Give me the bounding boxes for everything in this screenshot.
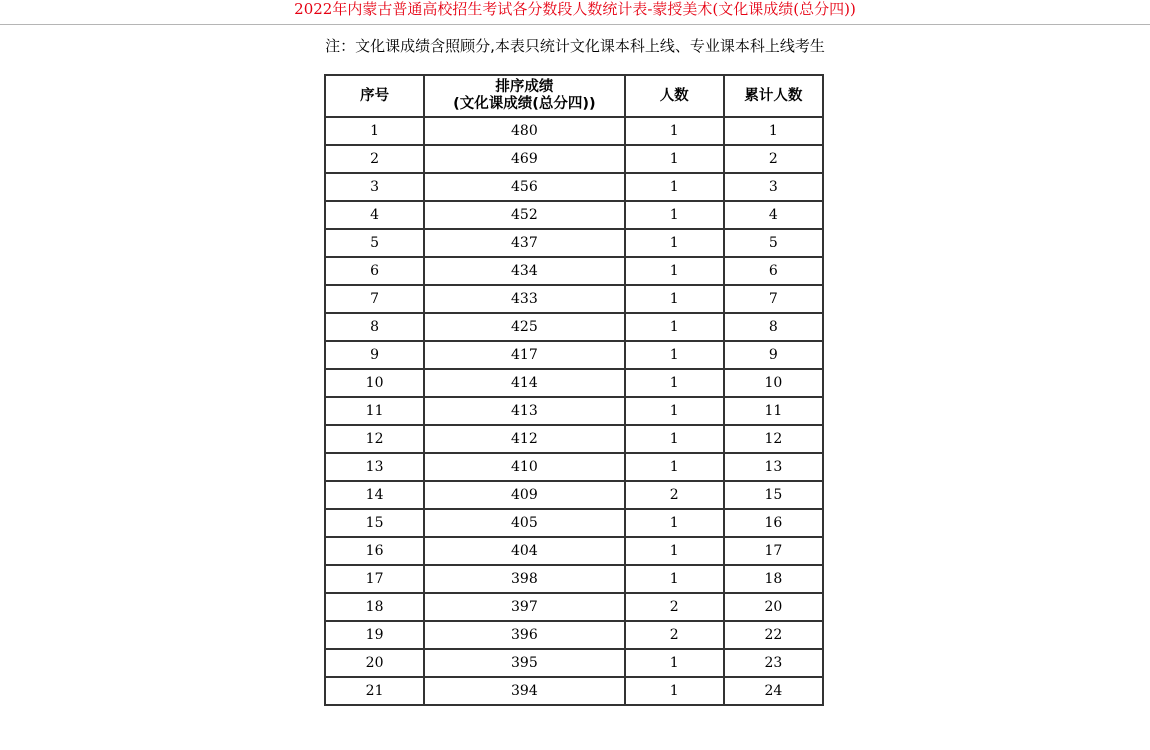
cell-count: 2 [625,593,724,621]
page-title: 2022年内蒙古普通高校招生考试各分数段人数统计表-蒙授美术(文化课成绩(总分四)) [294,0,856,18]
cell-count: 1 [625,257,724,285]
cell-score: 469 [424,145,624,173]
table-row [325,313,823,341]
cell-cumulative: 4 [724,201,823,229]
table-row [325,341,823,369]
cell-count: 1 [625,145,724,173]
cell-count: 1 [625,285,724,313]
cell-seq: 18 [325,593,424,621]
cell-seq: 7 [325,285,424,313]
table-row [325,509,823,537]
cell-score: 398 [424,565,624,593]
cell-seq: 15 [325,509,424,537]
cell-score: 434 [424,257,624,285]
cell-cumulative: 7 [724,285,823,313]
cell-score: 414 [424,369,624,397]
table-note: 注：文化课成绩含照顾分,本表只统计文化课本科上线、专业课本科上线考生 [325,37,825,55]
header-cumulative: 累计人数 [724,75,823,117]
cell-cumulative: 22 [724,621,823,649]
cell-cumulative: 3 [724,173,823,201]
cell-cumulative: 24 [724,677,823,705]
cell-count: 1 [625,201,724,229]
cell-seq: 1 [325,117,424,145]
cell-cumulative: 16 [724,509,823,537]
cell-score: 404 [424,537,624,565]
cell-cumulative: 18 [724,565,823,593]
cell-cumulative: 12 [724,425,823,453]
cell-seq: 3 [325,173,424,201]
table-row [325,117,823,145]
table-row [325,145,823,173]
table-body [325,117,823,705]
cell-cumulative: 20 [724,593,823,621]
table-header [325,75,823,117]
header-score-line1: 排序成绩 [495,79,554,95]
table-row [325,593,823,621]
cell-count: 1 [625,173,724,201]
cell-cumulative: 2 [724,145,823,173]
cell-score: 395 [424,649,624,677]
cell-count: 1 [625,509,724,537]
cell-seq: 12 [325,425,424,453]
table-row [325,537,823,565]
cell-score: 405 [424,509,624,537]
cell-seq: 10 [325,369,424,397]
table-row [325,257,823,285]
table-row [325,621,823,649]
cell-score: 412 [424,425,624,453]
cell-score: 480 [424,117,624,145]
cell-score: 417 [424,341,624,369]
cell-cumulative: 10 [724,369,823,397]
table-row [325,565,823,593]
cell-count: 2 [625,621,724,649]
cell-count: 1 [625,229,724,257]
cell-count: 1 [625,313,724,341]
header-score [424,75,624,117]
cell-cumulative: 23 [724,649,823,677]
cell-count: 1 [625,341,724,369]
table-row [325,285,823,313]
cell-seq: 21 [325,677,424,705]
cell-count: 1 [625,677,724,705]
cell-score: 425 [424,313,624,341]
table-row [325,649,823,677]
cell-score: 433 [424,285,624,313]
cell-seq: 5 [325,229,424,257]
cell-seq: 9 [325,341,424,369]
cell-seq: 14 [325,481,424,509]
cell-seq: 16 [325,537,424,565]
cell-seq: 19 [325,621,424,649]
table-row [325,397,823,425]
cell-seq: 6 [325,257,424,285]
cell-count: 1 [625,453,724,481]
cell-seq: 8 [325,313,424,341]
cell-cumulative: 13 [724,453,823,481]
cell-count: 1 [625,425,724,453]
cell-score: 413 [424,397,624,425]
table-row [325,453,823,481]
header-count: 人数 [625,75,724,117]
cell-score: 437 [424,229,624,257]
cell-cumulative: 9 [724,341,823,369]
table-row [325,369,823,397]
cell-cumulative: 17 [724,537,823,565]
cell-count: 1 [625,537,724,565]
table-row [325,677,823,705]
cell-score: 452 [424,201,624,229]
cell-seq: 2 [325,145,424,173]
cell-count: 1 [625,649,724,677]
cell-cumulative: 11 [724,397,823,425]
table-row [325,425,823,453]
cell-count: 2 [625,481,724,509]
table-row [325,229,823,257]
cell-score: 394 [424,677,624,705]
cell-seq: 20 [325,649,424,677]
cell-cumulative: 8 [724,313,823,341]
cell-score: 409 [424,481,624,509]
cell-score: 397 [424,593,624,621]
cell-seq: 11 [325,397,424,425]
cell-count: 1 [625,117,724,145]
cell-score: 410 [424,453,624,481]
title-divider [0,24,1150,25]
cell-cumulative: 5 [724,229,823,257]
table-row [325,173,823,201]
header-score-line2: (文化课成绩(总分四)) [453,96,596,112]
cell-score: 456 [424,173,624,201]
cell-count: 1 [625,397,724,425]
score-distribution-table [324,74,824,706]
cell-count: 1 [625,369,724,397]
cell-seq: 17 [325,565,424,593]
cell-count: 1 [625,565,724,593]
cell-cumulative: 1 [724,117,823,145]
cell-cumulative: 6 [724,257,823,285]
header-seq: 序号 [325,75,424,117]
cell-seq: 4 [325,201,424,229]
table-row [325,201,823,229]
cell-seq: 13 [325,453,424,481]
cell-cumulative: 15 [724,481,823,509]
table-header-row [325,75,823,117]
cell-score: 396 [424,621,624,649]
table-row [325,481,823,509]
